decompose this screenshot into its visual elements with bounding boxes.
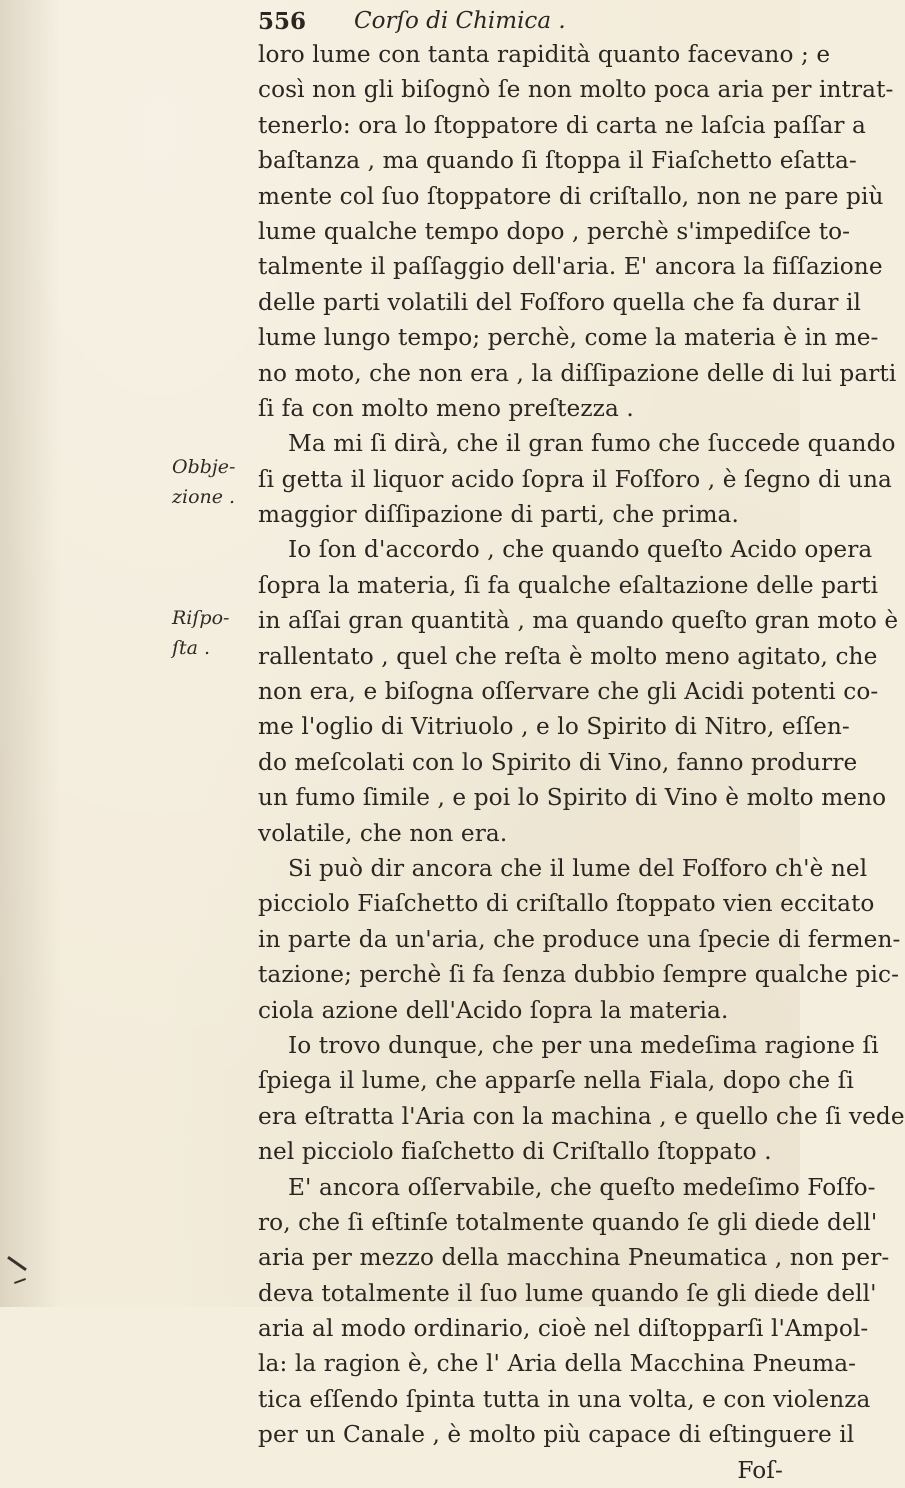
text-line: lume lungo tempo; perchè, come la materia è in me- xyxy=(258,324,879,352)
text-line: maggior diſſipazione di parti, che prima. xyxy=(258,501,739,529)
text-line: loro lume con tanta rapidità quanto facevano ; e xyxy=(258,41,831,68)
margin-note-line: zione . xyxy=(172,486,236,508)
text-line: aria per mezzo della macchina Pneumatica , non per- xyxy=(258,1244,890,1272)
margin-note-obbjezione xyxy=(172,452,235,512)
margin-note-line: Riſpo- xyxy=(172,607,230,629)
text-line: per un Canale , è molto più capace di eſtinguere il xyxy=(258,1421,855,1449)
text-line: mente col ſuo ſtoppatore di criſtallo, non ne pare più xyxy=(258,182,884,210)
margin-note-risposta xyxy=(172,603,229,663)
text-line: in parte da un'aria, che produce una ſpecie di fermen- xyxy=(258,925,901,953)
text-line: me l'oglio di Vitriuolo , e lo Spirito di Nitro, eſſen- xyxy=(258,713,850,741)
text-line: lume qualche tempo dopo , perchè s'impediſce to- xyxy=(258,217,851,245)
text-line: Ma mi ſi dirà, che il gran fumo che ſuccede quando xyxy=(288,430,896,458)
text-line: no moto, che non era , la diſſipazione delle di lui parti xyxy=(258,359,897,387)
text-line: nel picciolo fiaſchetto di Criſtallo ſtoppato . xyxy=(258,1138,772,1166)
text-line: picciolo Fiaſchetto di criſtallo ſtoppato vien eccitato xyxy=(258,890,875,918)
text-line: tica eſſendo ſpinta tutta in una volta, e con violenza xyxy=(258,1385,871,1413)
catchword: Foſ- xyxy=(737,1456,783,1484)
text-line: E' ancora oſſervabile, che queſto medeſimo Foſfo- xyxy=(288,1173,876,1201)
text-line: deva totalmente il ſuo lume quando ſe gli diede dell' xyxy=(258,1279,877,1307)
text-line: do meſcolati con lo Spirito di Vino, fanno produrre xyxy=(258,748,858,776)
text-line: ſi fa con molto meno preſtezza . xyxy=(258,394,634,422)
text-line: Io ſon d'accordo , che quando queſto Acido opera xyxy=(288,536,873,564)
text-line: Io trovo dunque, che per una medeſima ragione ſi xyxy=(288,1031,879,1059)
text-line: un fumo ſimile , e poi lo Spirito di Vino è molto meno xyxy=(258,784,887,812)
running-title: Corſo di Chimica . xyxy=(354,8,566,34)
text-line: Si può dir ancora che il lume del Foſforo ch'è nel xyxy=(288,854,868,882)
text-line: in aſſai gran quantità , ma quando queſto gran moto è xyxy=(258,607,899,635)
body-text xyxy=(258,37,905,1488)
spine-shadow xyxy=(0,0,60,1307)
text-line: baſtanza , ma quando ſi ſtoppa il Fiaſchetto eſatta- xyxy=(258,147,857,175)
text-line: rallentato , quel che reſta è molto meno agitato, che xyxy=(258,642,878,670)
text-line: non era, e biſogna oſſervare che gli Acidi potenti co- xyxy=(258,678,879,706)
text-line: ro, che ſi eſtinſe totalmente quando ſe gli diede dell' xyxy=(258,1208,878,1236)
text-line: così non gli biſognò ſe non molto poca aria per intrat- xyxy=(258,76,894,104)
text-line: la: la ragion è, che l' Aria della Macchina Pneuma- xyxy=(258,1350,857,1378)
page-number: 556 xyxy=(258,8,307,35)
text-line: ſopra la materia, ſi fa qualche eſaltazione delle parti xyxy=(258,571,879,599)
text-line: talmente il paſſaggio dell'aria. E' ancora la fiſſazione xyxy=(258,253,883,281)
text-line: volatile, che non era. xyxy=(258,819,508,847)
margin-note-line: Obbje- xyxy=(172,456,236,478)
text-line: ſi getta il liquor acido ſopra il Foſforo , è ſegno di una xyxy=(258,465,892,493)
text-line: ſpiega il lume, che apparſe nella Fiala, dopo che ſi xyxy=(258,1067,854,1095)
text-line: delle parti volatili del Foſforo quella che fa durar il xyxy=(258,288,862,316)
margin-note-line: ſta . xyxy=(172,637,211,659)
text-line: ciola azione dell'Acido ſopra la materia. xyxy=(258,996,729,1024)
text-line: tenerlo: ora lo ſtoppatore di carta ne laſcia paſſar a xyxy=(258,111,866,139)
text-line: tazione; perchè ſi fa ſenza dubbio ſempre qualche pic- xyxy=(258,961,900,989)
text-line: era eſtratta l'Aria con la machina , e quello che ſi vede xyxy=(258,1102,905,1130)
text-line: aria al modo ordinario, cioè nel diſtopparſi l'Ampol- xyxy=(258,1315,869,1343)
